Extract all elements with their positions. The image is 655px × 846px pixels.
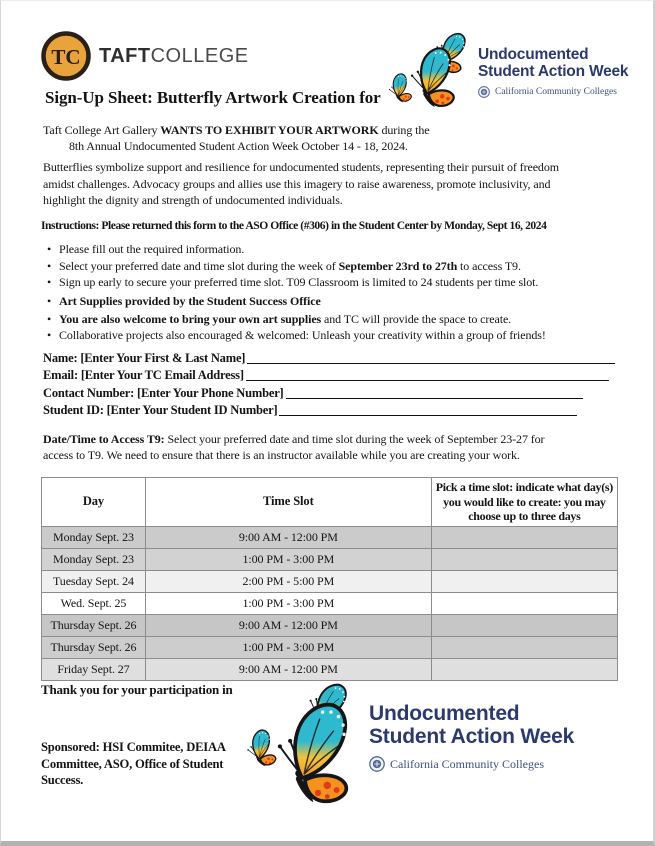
bullet-item [47,328,546,343]
cell-time-slot: 9:00 AM - 12:00 PM [145,658,431,680]
table-header-row [42,478,618,527]
ccc-seal-icon [478,86,490,98]
cell-day: Friday Sept. 27 [42,658,146,680]
usaw-logo-bottom [241,677,621,812]
datetime-text: access to T9. We need to ensure that there is an instructor available while you are creating your work. [43,448,520,462]
bullet-item [47,312,511,327]
cell-day: Thursday Sept. 26 [42,636,146,658]
usaw-logo-top [384,29,646,131]
time-slot-table [41,477,618,681]
cell-time-slot: 1:00 PM - 3:00 PM [145,548,431,570]
email-input-line[interactable] [246,380,609,381]
intro-paragraph [43,122,429,154]
description-line: amidst challenges. Advocacy groups and allies use this imagery to raise awareness, promote inclusivity, and [43,176,551,191]
taft-word-bold: TAFT [99,44,151,67]
table-row [42,592,618,614]
bullet-icon: • [47,275,52,289]
student-id-input-line[interactable] [279,415,577,416]
cell-time-slot: 1:00 PM - 3:00 PM [145,636,431,658]
cell-day: Monday Sept. 23 [42,548,146,570]
bullet-text: Sign up early to secure your preferred time slot. T09 Classroom is limited to 24 students per time slot. [59,275,539,289]
bullet-text: to access T9. [457,258,521,273]
butterfly-icon [404,44,465,111]
cell-pick[interactable] [431,592,617,614]
bullet-icon: • [47,328,52,342]
bullet-text-bold: You are also welcome to bring your own art supplies [59,312,322,326]
name-field-label: Name: [Enter Your First & Last Name] [43,350,246,365]
contact-info-form [43,348,615,418]
student-id-field-label: Student ID: [Enter Your Student ID Number] [43,403,278,417]
ccc-label: California Community Colleges [495,87,617,97]
table-row [42,636,618,658]
column-header-pick: Pick a time slot: indicate what day(s) you would like to create: you may choose up to three days [431,478,617,527]
taft-college-wordmark [99,45,249,68]
column-header-time-slot: Time Slot [145,478,431,527]
intro-post: during the [378,123,430,137]
cell-day: Wed. Sept. 25 [42,592,146,614]
usaw-line1: Undocumented [478,46,589,63]
cell-pick[interactable] [431,548,617,570]
description-line: highlight the dignity and strength of undocumented individuals. [43,193,343,207]
description-paragraph [43,159,559,209]
datetime-heading: Date/Time to Access T9: [43,432,165,446]
bullet-item [47,294,321,309]
cell-pick[interactable] [431,614,617,636]
usaw-line1: Undocumented [369,702,520,725]
table-row [42,614,618,636]
bullet-text: Collaborative projects also encouraged & welcomed: Unleash your creativity within a group of friends! [59,328,546,342]
taft-college-logo [41,31,249,81]
bullet-item [47,275,538,290]
bullet-text: Please fill out the required information. [59,242,245,256]
college-word-light: COLLEGE [150,44,249,67]
intro-pre: Taft College Art Gallery [43,123,161,137]
tc-monogram-icon [41,31,91,81]
email-field-label: Email: [Enter Your TC Email Address] [43,368,244,382]
bullet-item [47,242,244,257]
description-line: Butterflies symbolize support and resilience for undocumented students, representing their pursuit of freedom [43,160,559,174]
bullet-text: and TC will provide the space to create. [321,312,512,326]
table-row [42,570,618,592]
name-input-line[interactable] [247,363,615,364]
cell-time-slot: 9:00 AM - 12:00 PM [145,526,431,548]
cell-time-slot: 9:00 AM - 12:00 PM [145,614,431,636]
sponsored-text: Sponsored: HSI Commitee, DEIAA Committee, ASO, Office of Student Success. [41,740,226,787]
intro-line2: 8th Annual Undocumented Student Action Week October 14 - 18, 2024. [69,139,408,153]
bullet-text-bold: Art Supplies provided by the Student Success Office [59,294,321,308]
contact-field-label: Contact Number: [Enter Your Phone Number] [43,385,284,400]
cell-pick[interactable] [431,526,617,548]
intro-bold: WANTS TO EXHIBIT YOUR ARTWORK [160,123,379,137]
thank-you-text: Thank you for your participation in [41,682,233,697]
cell-time-slot: 1:00 PM - 3:00 PM [145,592,431,614]
bullet-icon: • [47,258,52,273]
ccc-seal-icon [369,756,385,772]
bullet-text-bold: September 23rd to 27th [338,258,458,273]
cell-pick[interactable] [431,570,617,592]
cell-day: Monday Sept. 23 [42,526,146,548]
ccc-label: California Community Colleges [390,756,544,771]
cell-day: Tuesday Sept. 24 [42,570,146,592]
instructions-heading: Instructions: Please returned this form to the ASO Office (#306) in the Student Center by Monday, Sept 16, 2024 [41,219,547,232]
table-row [42,548,618,570]
bullet-item [47,259,521,274]
svg-text:TC: TC [51,45,81,69]
page-title: Sign-Up Sheet: Butterfly Artwork Creation for [45,88,381,107]
bullet-icon: • [47,312,52,326]
table-row [42,526,618,548]
butterfly-icon [271,700,365,804]
datetime-text: Select your preferred date and time slot during the week of September 23-27 for [164,432,545,446]
column-header-day: Day [42,478,146,527]
bullet-text: Select your preferred date and time slot during the week of [59,258,339,273]
bullet-icon: • [47,294,52,308]
cell-pick[interactable] [431,636,617,658]
usaw-line2: Student Action Week [369,724,575,748]
datetime-paragraph [43,431,544,463]
usaw-line2: Student Action Week [478,63,629,80]
contact-input-line[interactable] [286,398,583,399]
bullet-icon: • [47,242,52,256]
cell-time-slot: 2:00 PM - 5:00 PM [145,570,431,592]
cell-day: Thursday Sept. 26 [42,614,146,636]
